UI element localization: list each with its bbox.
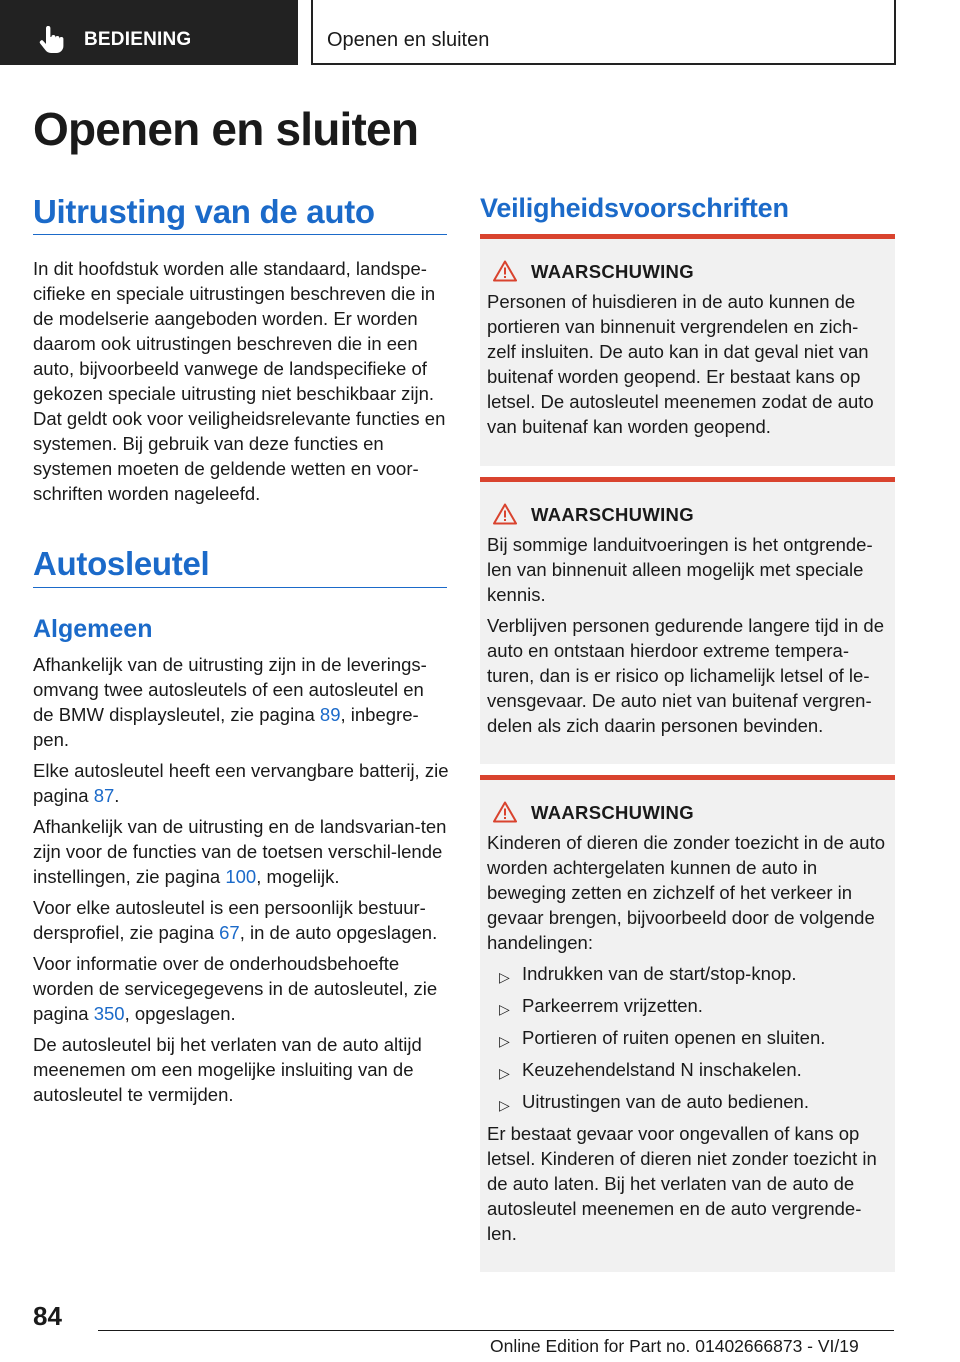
warning-box-1	[480, 234, 895, 466]
bullet-triangle-icon: ▷	[499, 1001, 510, 1017]
general-heading: Algemeen	[33, 615, 153, 643]
key-paragraph-2: Elke autosleutel heeft een vervangbare batterij, zie pagina 87.	[33, 760, 449, 806]
list-item: ▷ Indrukken van de start/stop-knop.	[487, 961, 887, 986]
warning-triangle-icon	[493, 260, 517, 282]
key-paragraph-4: Voor elke autosleutel is een persoonlijk bestuur-dersprofiel, zie pagina 67, in de auto opgeslagen.	[33, 897, 438, 943]
warning-title: WAARSCHUWING	[531, 503, 694, 525]
page-link-87[interactable]: 87	[93, 785, 115, 806]
warning-3-intro: Kinderen of dieren die zonder toezicht in de auto worden achtergelaten kunnen de auto in beweging zetten en zichzelf of het verkeer in gevaar brengen, bijvoorbeeld door de volgende handelingen:	[487, 832, 886, 953]
warning-box-3	[480, 775, 895, 1272]
equipment-text-block	[33, 256, 449, 512]
warning-box-2	[480, 477, 895, 764]
footer-edition: Online Edition for Part no. 01402666873 - VI/19	[490, 1336, 859, 1356]
chapter-label: Openen en sluiten	[327, 29, 490, 51]
key-heading-rule	[33, 587, 447, 588]
bullet-triangle-icon: ▷	[499, 1033, 510, 1049]
warning-2-text-1: Bij sommige landuitvoeringen is het ontgrende-len van binnenuit alleen mogelijk met speciale kennis.	[487, 534, 873, 605]
section-label: BEDIENING	[84, 29, 192, 50]
key-paragraph-5: Voor informatie over de onderhoudsbehoefte worden de servicegegevens in de autosleutel, zie pagina 350, opgeslagen.	[33, 953, 438, 1024]
header-chapter-box	[311, 0, 896, 65]
list-item: ▷ Parkeerrem vrijzetten.	[487, 993, 887, 1018]
key-paragraph-3: Afhankelijk van de uitrusting en de landsvarian-ten zijn voor de functies van de toetsen verschil-lende instellingen, zie pagina 100, mogelijk.	[33, 816, 447, 887]
footer-rule	[98, 1330, 894, 1331]
key-paragraph-1: Afhankelijk van de uitrusting zijn in de leverings-omvang twee autosleutels of een autosleutel en de BMW displaysleutel, zie pagina 89, inbegre-pen.	[33, 654, 427, 750]
warning-3-list	[487, 961, 887, 1114]
page-link-89[interactable]: 89	[319, 704, 341, 725]
warning-title: WAARSCHUWING	[531, 260, 694, 282]
key-paragraph-6: De autosleutel bij het verlaten van de auto altijd meenemen om een mogelijke insluiting van de autosleutel te vermijden.	[33, 1034, 422, 1105]
page-number: 84	[33, 1301, 62, 1331]
warning-1-text: Personen of huisdieren in de auto kunnen de portieren van binnenuit vergrendelen en zich-zelf insluiten. De auto kan in dat geval niet van buitenaf worden geopend. Er bestaat kans op letsel. De autosleutel meenemen zodat de auto van buitenaf kan worden geopend.	[487, 291, 874, 437]
equipment-heading: Uitrusting van de auto	[33, 193, 375, 230]
warning-triangle-icon	[493, 503, 517, 525]
header-section-tab	[0, 0, 298, 65]
list-item: ▷ Uitrustingen van de auto bedienen.	[487, 1089, 887, 1114]
bullet-triangle-icon: ▷	[499, 969, 510, 985]
warning-triangle-icon	[493, 801, 517, 823]
safety-heading: Veiligheidsvoorschriften	[480, 193, 789, 223]
list-item: ▷ Keuzehendelstand N inschakelen.	[487, 1057, 887, 1082]
warning-3-outro: Er bestaat gevaar voor ongevallen of kans op letsel. Kinderen of dieren niet zonder toezicht in de auto laten. Bij het verlaten van de auto de autosleutel meenemen en de auto vergrende-len.	[487, 1123, 877, 1244]
key-heading: Autosleutel	[33, 545, 210, 582]
key-text-block	[33, 652, 449, 1113]
bullet-triangle-icon: ▷	[499, 1065, 510, 1081]
page-title: Openen en sluiten	[33, 103, 419, 155]
warning-2-text-2: Verblijven personen gedurende langere tijd in de auto en ontstaan hierdoor extreme tempera-turen, dan is er risico op lichamelijk letsel of le-vensgevaar. De auto niet van buitenaf vergren-delen als zich daarin personen bevinden.	[487, 615, 885, 736]
page-link-350[interactable]: 350	[93, 1003, 125, 1024]
bullet-triangle-icon: ▷	[499, 1097, 510, 1113]
page-link-67[interactable]: 67	[219, 922, 240, 943]
page-link-100[interactable]: 100	[225, 866, 257, 887]
list-item: ▷ Portieren of ruiten openen en sluiten.	[487, 1025, 887, 1050]
hand-pointer-icon	[38, 26, 64, 54]
warning-title: WAARSCHUWING	[531, 801, 694, 823]
equipment-heading-rule	[33, 234, 447, 235]
equipment-paragraph: In dit hoofdstuk worden alle standaard, landspe-cifieke en speciale uitrustingen beschreven die in de modelserie aangeboden worden. Er worden daarom ook uitrustingen beschreven die in een auto, bijvoorbeeld vanwege de landspecifieke of gekozen speciale uitrusting niet beschikbaar zijn. Dat geldt ook voor veiligheidsrelevante functies en systemen. Bij gebruik van deze functies en systemen moeten de geldende wetten en voor-schriften worden nageleefd.	[33, 258, 446, 504]
